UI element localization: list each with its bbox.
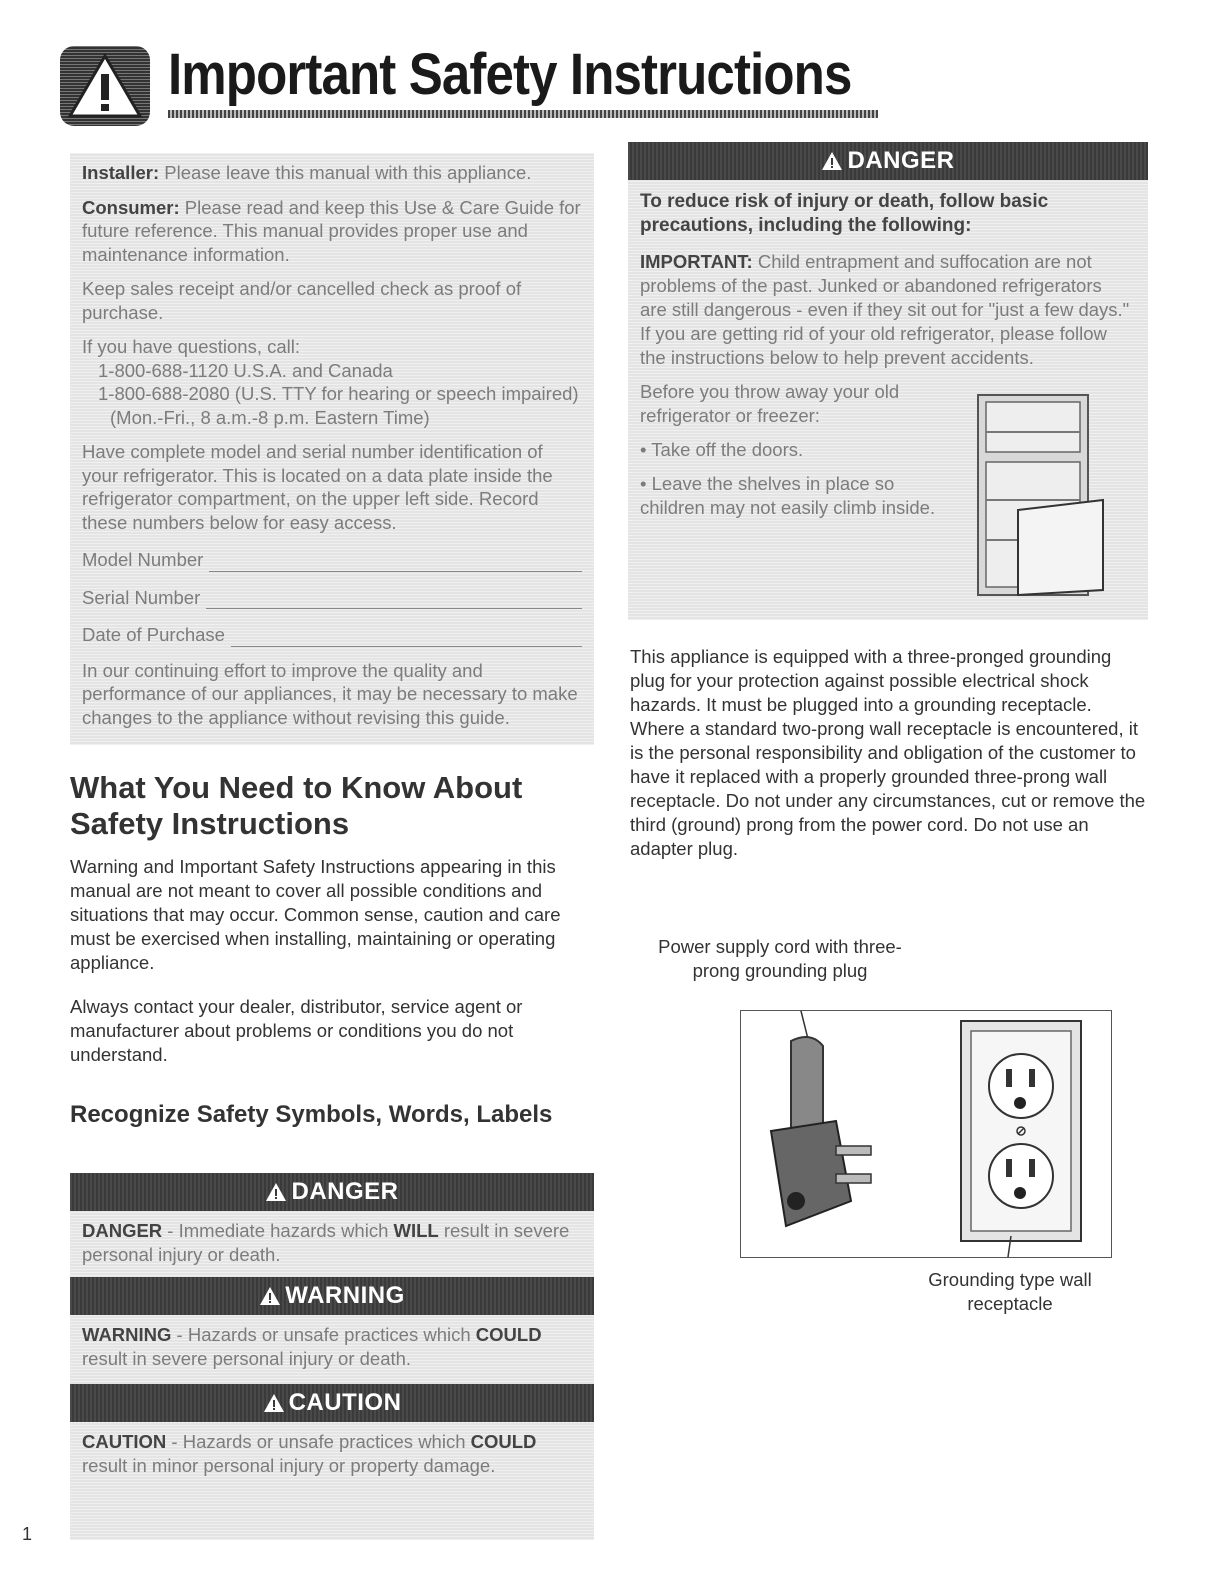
- installer-note: Installer: Please leave this manual with this appliance.: [82, 162, 532, 183]
- caution-definition-box: [70, 1384, 594, 1540]
- warning-definition: WARNING - Hazards or unsafe practices which COULD result in severe personal injury or death.: [70, 1315, 594, 1403]
- power-cord-label: Power supply cord with three-prong grounding plug: [658, 936, 902, 981]
- page-title: Important Safety Instructions: [168, 42, 852, 107]
- model-number-field: Model Number: [82, 548, 582, 572]
- warning-triangle-icon: [265, 1182, 287, 1202]
- page-number: 1: [22, 1524, 33, 1544]
- serial-number-field: Serial Number: [82, 586, 582, 610]
- warning-triangle-icon: [60, 46, 150, 126]
- purchase-date-field: Date of Purchase: [82, 623, 582, 647]
- caution-signal-bar: CAUTION: [70, 1384, 594, 1422]
- warning-signal-bar: WARNING: [70, 1277, 594, 1315]
- grounding-instructions: This appliance is equipped with a three-pronged grounding plug for your protection against possible electrical shock hazards. It must be plugged into a grounding receptacle. Where a standard two-prong wall receptacle is encountered, it is the personal responsibility and obligation of the customer to have it replaced with a properly grounded three-prong wall receptacle. Do not under any circumstances, cut or remove the third (ground) prong from the power cord. Do not use an adapter plug.: [630, 646, 1146, 859]
- before-throw-away: Before you throw away your old refrigerator or freezer:: [640, 381, 900, 426]
- danger-lead: To reduce risk of injury or death, follow basic precautions, including the following:: [640, 191, 1049, 236]
- warning-triangle-icon: [263, 1393, 285, 1413]
- safety-symbols-heading: Recognize Safety Symbols, Words, Labels: [70, 1101, 553, 1128]
- warning-triangle-icon: [259, 1286, 281, 1306]
- bullet-leave-shelves: • Leave the shelves in place so children may not easily climb inside.: [640, 473, 936, 518]
- what-to-know-heading: What You Need to Know About Safety Instructions: [70, 770, 523, 841]
- header-divider: [168, 110, 878, 118]
- danger-refrigerator-box: [628, 142, 1148, 620]
- improvement-note: In our continuing effort to improve the quality and performance of our appliances, it may be necessary to make changes to the appliance without revising this guide.: [82, 659, 578, 728]
- page-header: [60, 38, 852, 118]
- bullet-take-off-doors: • Take off the doors.: [640, 439, 804, 460]
- grounding-illustration: [740, 1010, 1112, 1258]
- installer-info-box: [70, 153, 594, 745]
- phone-us-canada: 1-800-688-1120 U.S.A. and Canada: [98, 359, 393, 381]
- receipt-note: Keep sales receipt and/or cancelled check as proof of purchase.: [82, 278, 522, 323]
- warning-triangle-icon: [821, 151, 843, 171]
- consumer-note: Consumer: Please read and keep this Use & Care Guide for future reference. This manual provides proper use and maintenance information.: [82, 196, 581, 265]
- danger-signal-bar: DANGER: [628, 142, 1148, 180]
- caution-definition: CAUTION - Hazards or unsafe practices which COULD result in minor personal injury or property damage.: [70, 1422, 594, 1540]
- phone-tty: 1-800-688-2080 (U.S. TTY for hearing or speech impaired) (Mon.-Fri., 8 a.m.-8 p.m. Eastern Time): [98, 383, 579, 428]
- important-note: IMPORTANT: Child entrapment and suffocation are not problems of the past. Junked or abandoned refrigerators are still dangerous - even if they sit out for "just a few days." If you are getting rid of your old refrigerator, please follow the instructions below to help prevent accidents.: [640, 251, 1130, 368]
- serial-info: Have complete model and serial number identification of your refrigerator. This is located on a data plate inside the refrigerator compartment, on the upper left side. Record these numbers below for easy access.: [82, 441, 553, 533]
- questions-note: If you have questions, call:: [82, 336, 301, 357]
- danger-definition: DANGER - Immediate hazards which WILL result in severe personal injury or death.: [70, 1211, 594, 1297]
- plug-and-outlet-icon: [741, 1011, 1111, 1257]
- danger-signal-bar: DANGER: [70, 1173, 594, 1211]
- receptacle-label: Grounding type wall receptacle: [928, 1269, 1092, 1314]
- old-refrigerator-illustration: [968, 390, 1108, 600]
- what-to-know-paragraph-2: Always contact your dealer, distributor, service agent or manufacturer about problems or conditions you do not understand.: [70, 996, 523, 1065]
- what-to-know-paragraph-1: Warning and Important Safety Instructions appearing in this manual are not meant to cover all possible conditions and situations that may occur. Common sense, caution and care must be exercised when installing, maintaining or operating appliance.: [70, 856, 561, 973]
